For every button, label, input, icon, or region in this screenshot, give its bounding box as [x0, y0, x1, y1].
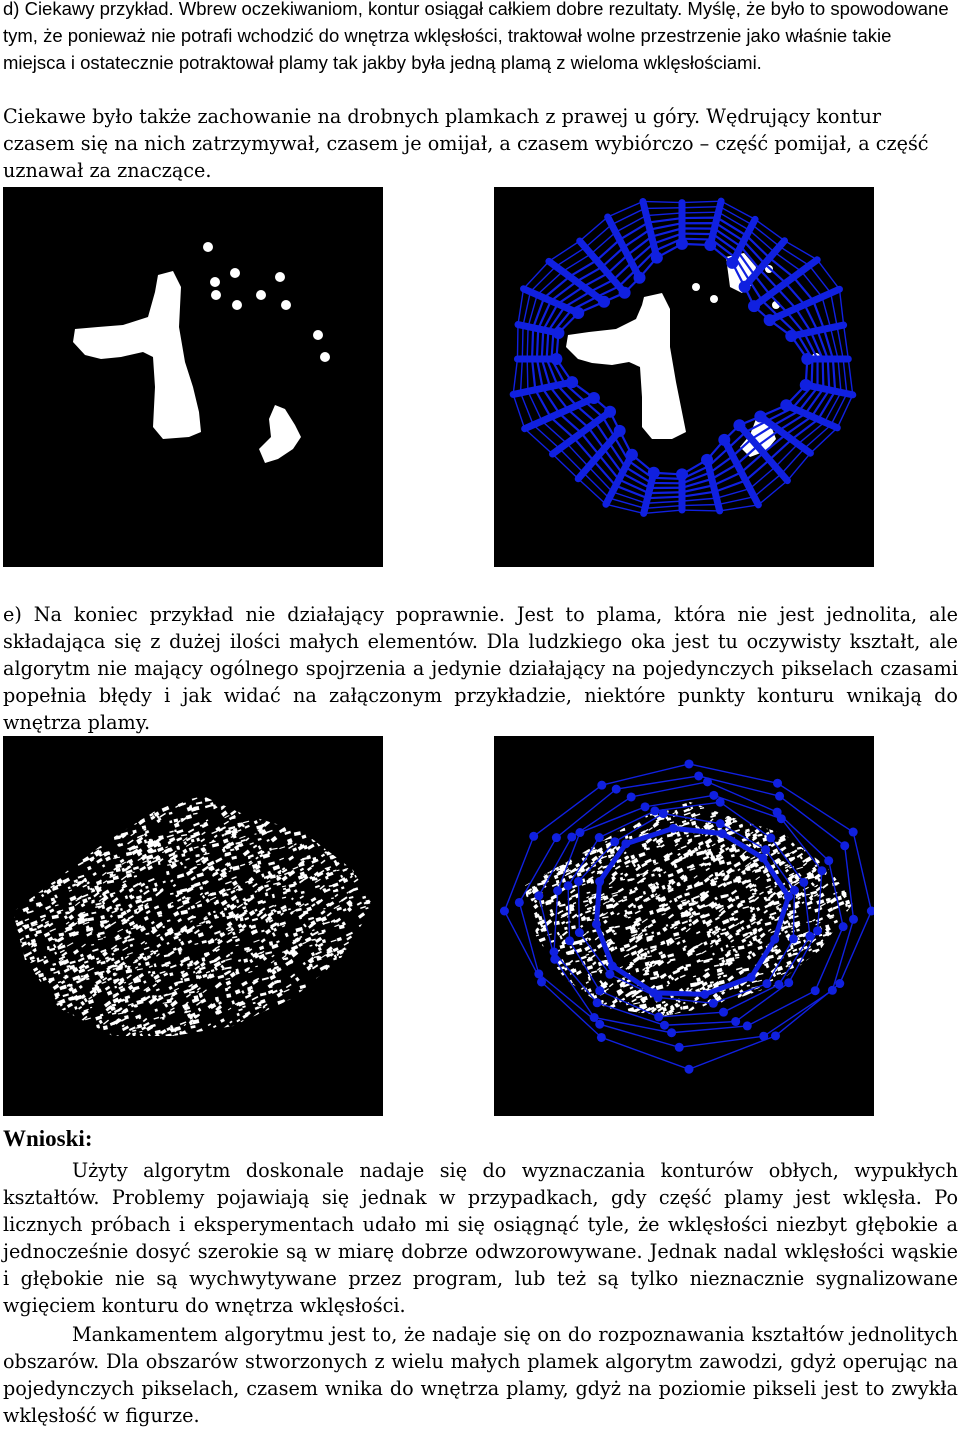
contour-node [764, 314, 776, 326]
contour-node [500, 907, 509, 916]
contour-node [748, 300, 760, 312]
figure-d-contour-image [494, 187, 874, 567]
contour-node [529, 832, 538, 841]
contour-node [849, 915, 858, 924]
contour-node [828, 986, 837, 995]
contour-node [784, 892, 793, 901]
contour-node [780, 399, 792, 411]
contour-node [566, 376, 578, 388]
contour-node [669, 824, 678, 833]
contour-node [605, 970, 614, 979]
contour-node [537, 977, 546, 986]
contour-node [719, 1008, 728, 1017]
contour-node [592, 920, 601, 929]
contour-node [813, 926, 822, 935]
contour-node [515, 898, 524, 907]
contour-node [574, 877, 583, 886]
contour-node [648, 467, 660, 479]
contour-node [840, 841, 849, 850]
contour-node [651, 252, 663, 264]
contour-node [685, 1065, 694, 1074]
contour-node [621, 839, 630, 848]
contour-node [534, 891, 543, 900]
contour-node [811, 986, 820, 995]
contour-node [595, 877, 604, 886]
contour-node [633, 272, 645, 284]
figure-e-contour [494, 736, 874, 1116]
contour-node [597, 1033, 606, 1042]
contour-node [614, 425, 626, 437]
contour-node [700, 990, 709, 999]
contour-node [835, 979, 844, 988]
contour-node [775, 792, 784, 801]
contour-node [565, 936, 574, 945]
contour-node [800, 379, 812, 391]
contour-node [534, 969, 543, 978]
contour-node [608, 962, 617, 971]
contour-node [593, 998, 602, 1007]
contour-node [641, 802, 650, 811]
contour-node [572, 307, 584, 319]
contour-node [676, 238, 688, 250]
contour-node [771, 1031, 780, 1040]
figure-d-original-image [3, 187, 383, 567]
contour-node [604, 406, 616, 418]
contour-node [801, 353, 813, 365]
contour-node [704, 239, 716, 251]
contour-node [726, 257, 738, 269]
figure-e-contour-image [494, 736, 874, 1116]
contour-node [575, 928, 584, 937]
contour-node [627, 792, 636, 801]
contour-node [675, 1043, 684, 1052]
contour-node [549, 947, 558, 956]
contour-node [754, 410, 766, 422]
contour-node [774, 980, 783, 989]
contour-node [849, 828, 858, 837]
section-d-paragraph-1: d) Ciekawy przykład. Wbrew oczekiwaniom, kontur osiągał całkiem dobre rezultaty. Myślę, że było to spowodowane tym, że ponieważ nie potrafi wchodzić do wnętrza wklęsłości, traktował wolne przestrzenie jako właśnie takie miejsca i ostatecznie potraktował plamy tak jakby była jedną plamą z wieloma wklęsłościami. [3, 0, 949, 73]
contour-node [770, 935, 779, 944]
contour-node [733, 419, 745, 431]
contour-node [667, 1028, 676, 1037]
contour-node [789, 934, 798, 943]
contour-node [694, 771, 703, 780]
contour-node [676, 468, 688, 480]
contour-node [761, 845, 770, 854]
contour-node [762, 979, 771, 988]
contour-node [552, 833, 561, 842]
conclusions-paragraph-2: Mankamentem algorytmu jest to, że nadaje się on do rozpoznawania kształtów jednolitych obszarów. Dla obszarów stworzonych z wielu małych plamek algorytm zawodzi, gdyż operując na pojedynczych pikselach, czasem wnika do wnętrza plamy, gdyż na poziomie pikseli jest to zwykła wklęsłość w figurze. [3, 1323, 958, 1427]
contour-node [626, 449, 638, 461]
contour-node [588, 392, 600, 404]
contour-node [777, 814, 786, 823]
contour-node [552, 327, 564, 339]
section-e-paragraph: e) Na koniec przykład nie działający poprawnie. Jest to plama, która nie jest jednolita, ale składająca się z dużej ilości małych elementów. Dla ludzkiego oka jest tu oczywisty kształt, ale algorytm nie mający ogólnego spojrzenia a jedynie działający na pojedynczych pikselach czasami popełnia błędy i jak widać na załączonym przykładzie, niektóre punkty konturu wnikają do wnętrza plamy. [3, 603, 958, 734]
contour-node [597, 781, 606, 790]
contour-node [685, 759, 694, 768]
contour-node [564, 881, 573, 890]
contour-node [701, 454, 713, 466]
contour-node [716, 819, 725, 828]
contour-node [590, 1013, 599, 1022]
contour-node [703, 777, 712, 786]
contour-node [610, 837, 619, 846]
contour-node [731, 1017, 740, 1026]
contour-node [758, 853, 767, 862]
contour-node [784, 978, 793, 987]
contour-node [718, 434, 730, 446]
contour-node [619, 287, 631, 299]
contour-node [650, 806, 659, 815]
conclusions-heading: Wnioski: [3, 1126, 93, 1151]
contour-node [799, 878, 808, 887]
figure-e-original-image [3, 736, 383, 1116]
contour-node [824, 856, 833, 865]
contour-node [747, 973, 756, 982]
contour-node [839, 922, 848, 931]
contour-node [716, 798, 725, 807]
contour-node [575, 828, 584, 837]
figure-d-original [3, 187, 383, 567]
contour-node [649, 988, 658, 997]
contour-node [743, 1021, 752, 1030]
conclusions-paragraph-1: Użyty algorytm doskonale nadaje się do wyznaczania konturów obłych, wypukłych kształtów. Problemy pojawiają się jednak w przypadkach, gdy część plamy jest wklęsła. Po licznych próbach i eksperymentach udało mi się osiągnąć tyle, że wklęsłości niezbyt głębokie a jednocześnie dosyć szerokie są w miarę dobrze odwzorowywane. Jednak nadal wklęsłości wąskie i głębokie nie są wychwytywane przez program, lub też są tylko nieznacznie sygnalizowane wgięciem konturu do wnętrza wklęsłości. [3, 1159, 958, 1317]
figure-e-original [3, 736, 383, 1116]
contour-node [739, 281, 751, 293]
contour-node [550, 353, 562, 365]
contour-node [595, 833, 604, 842]
contour-node [766, 833, 775, 842]
figure-d-contour [494, 187, 874, 567]
contour-node [659, 809, 668, 818]
contour-node [567, 832, 576, 841]
contour-node [612, 785, 621, 794]
contour-node [785, 330, 797, 342]
contour-node [660, 1021, 669, 1030]
contour-node [654, 1012, 663, 1021]
contour-node [805, 932, 814, 941]
contour-node [718, 829, 727, 838]
contour-node [595, 986, 604, 995]
contour-node [709, 791, 718, 800]
contour-node [709, 999, 718, 1008]
contour-node [759, 1032, 768, 1041]
section-d-paragraph-2: Ciekawe było także zachowanie na drobnych plamkach z prawej u góry. Wędrujący kontur czasem się na nich zatrzymywał, czasem je omijał, a czasem wybiórczo – część pomijał, a część uznawał za znaczące. [3, 105, 929, 182]
contour-node [553, 886, 562, 895]
contour-node [773, 779, 782, 788]
contour-node [598, 296, 610, 308]
contour-node [817, 866, 826, 875]
